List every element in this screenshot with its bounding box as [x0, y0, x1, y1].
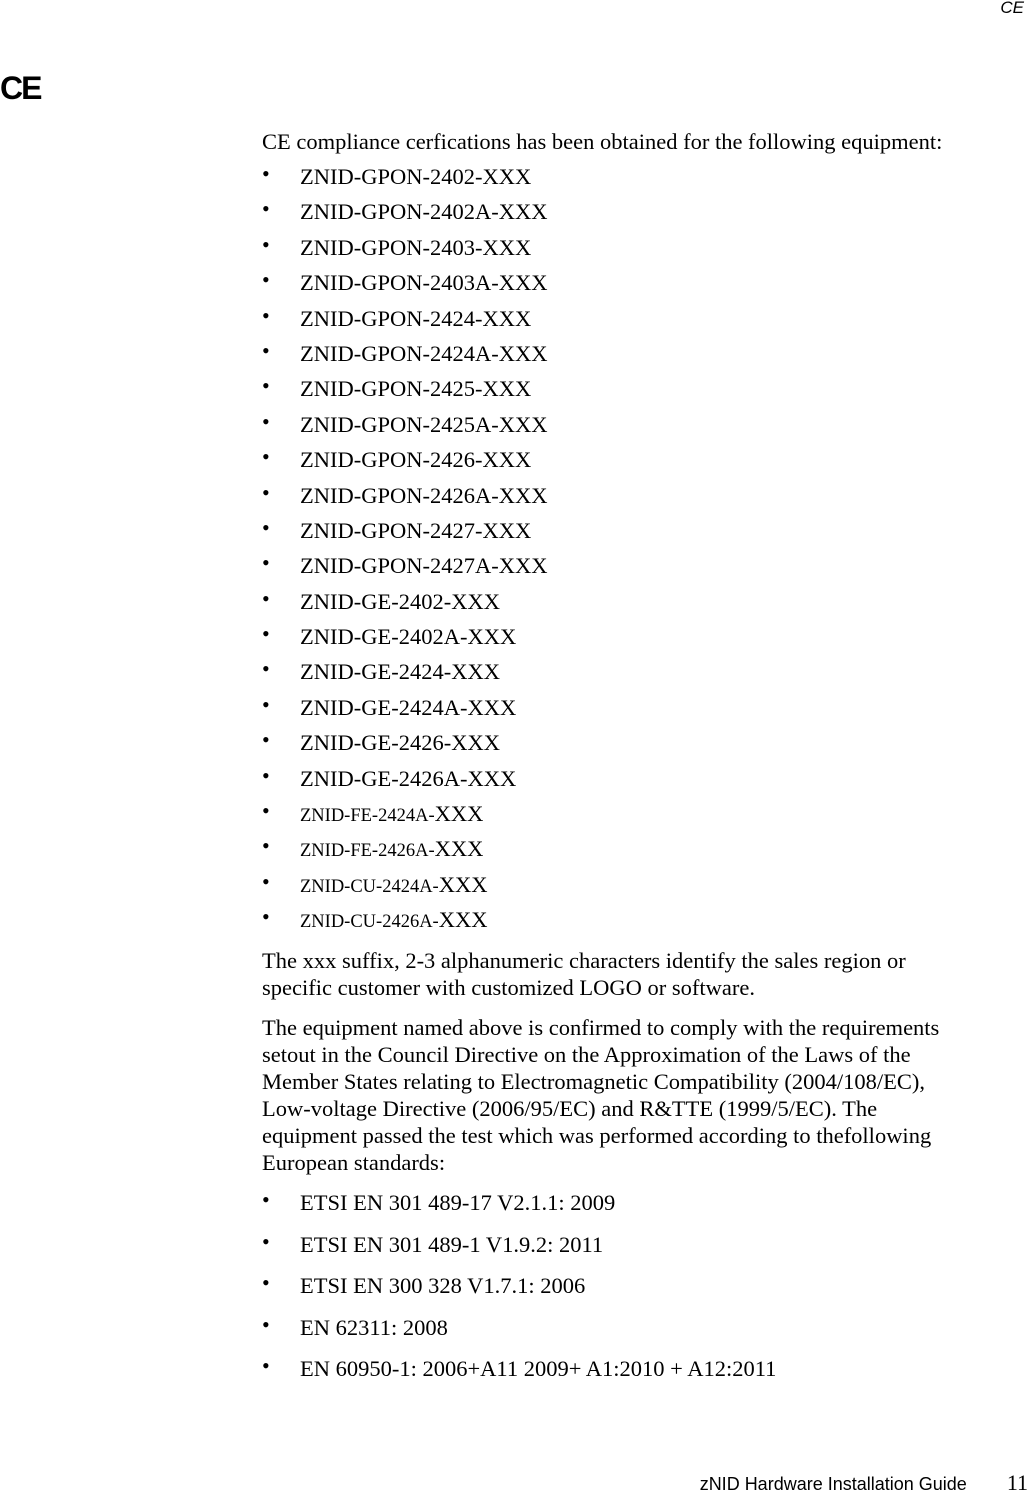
bullet-icon: •	[262, 1270, 270, 1296]
page-footer	[700, 1470, 1032, 1496]
bullet-icon: •	[262, 1187, 270, 1212]
bullet-icon: •	[262, 585, 270, 611]
bullet-icon: •	[262, 798, 270, 824]
bullet-icon: •	[262, 479, 270, 505]
equipment-model: ZNID-GE-2426A-XXX	[300, 765, 517, 791]
bullet-icon: •	[262, 408, 270, 434]
running-header: CE	[1000, 0, 1024, 17]
standard-name: ETSI EN 301 489-17 V2.1.1: 2009	[300, 1190, 616, 1215]
equipment-model-suffix: XXX	[438, 907, 488, 933]
bullet-icon: •	[262, 727, 270, 753]
bullet-icon: •	[262, 691, 270, 717]
equipment-model: ZNID-GPON-2403-XXX	[300, 234, 532, 260]
equipment-model-suffix: XXX	[434, 836, 484, 862]
bullet-icon: •	[262, 302, 270, 328]
bullet-icon: •	[262, 267, 270, 293]
equipment-model: ZNID-GPON-2426A-XXX	[300, 482, 548, 508]
equipment-model: ZNID-CU-2426A-XXX	[300, 907, 488, 933]
equipment-model: ZNID-GPON-2403A-XXX	[300, 270, 548, 296]
equipment-model: ZNID-GPON-2424-XXX	[300, 305, 532, 331]
standard-name: ETSI EN 300 328 V1.7.1: 2006	[300, 1273, 586, 1299]
footer-guide-title: zNID Hardware Installation Guide	[699, 1474, 967, 1494]
section-title: CE	[0, 70, 41, 106]
bullet-icon: •	[262, 868, 270, 894]
bullet-icon: •	[262, 196, 270, 222]
equipment-model: ZNID-GE-2402-XXX	[300, 588, 500, 614]
standard-name: EN 62311: 2008	[300, 1314, 448, 1340]
bullet-icon: •	[262, 1353, 270, 1379]
equipment-model: ZNID-GPON-2402-XXX	[300, 164, 532, 189]
intro-paragraph: CE compliance cerfications has been obtained for the following equipment:	[262, 129, 943, 154]
equipment-model: ZNID-FE-2426A-XXX	[300, 836, 484, 862]
bullet-icon: •	[262, 1311, 270, 1337]
equipment-model-suffix: XXX	[434, 801, 484, 827]
bullet-icon: •	[262, 444, 270, 470]
equipment-model: ZNID-GE-2426-XXX	[300, 730, 500, 756]
equipment-model: ZNID-GPON-2427-XXX	[300, 517, 532, 543]
equipment-model: ZNID-GPON-2425-XXX	[300, 376, 532, 402]
equipment-model: ZNID-GPON-2424A-XXX	[300, 340, 548, 366]
bullet-icon: •	[262, 621, 270, 647]
equipment-model: ZNID-GE-2402A-XXX	[300, 624, 517, 650]
bullet-icon: •	[262, 1228, 270, 1254]
equipment-model: ZNID-GE-2424-XXX	[300, 659, 500, 685]
equipment-model: ZNID-GE-2424A-XXX	[300, 694, 517, 720]
bullet-icon: •	[262, 514, 270, 540]
equipment-model: ZNID-FE-2424A-XXX	[300, 801, 484, 827]
equipment-model: ZNID-CU-2424A-XXX	[300, 871, 488, 897]
bullet-icon: •	[262, 762, 270, 788]
bullet-icon: •	[262, 550, 270, 576]
bullet-icon: •	[262, 904, 270, 930]
standard-name: ETSI EN 301 489-1 V1.9.2: 2011	[300, 1231, 604, 1257]
bullet-icon: •	[262, 161, 270, 186]
equipment-model: ZNID-GPON-2425A-XXX	[300, 411, 548, 437]
equipment-model: ZNID-GPON-2426-XXX	[300, 447, 532, 473]
bullet-icon: •	[262, 337, 270, 363]
page-number: 11	[1006, 1470, 1028, 1495]
equipment-model: ZNID-GPON-2427A-XXX	[300, 553, 548, 579]
suffix-note-paragraph: The xxx suffix, 2-3 alphanumeric characters identify the sales region or specific customer with customized LOGO or software.	[262, 948, 906, 1000]
equipment-model-suffix: XXX	[438, 871, 488, 897]
compliance-paragraph: The equipment named above is confirmed to comply with the requirements setout in the Council Directive on the Approximation of the Laws of the Member States relating to Electromagnetic Compatibility (2004/108/EC), Low-voltage Directive (2006/95/EC) and R&TTE (1999/5/EC). The equipment passed the test which was performed according to thefollowing European standards:	[262, 1015, 940, 1175]
bullet-icon: •	[262, 656, 270, 682]
equipment-model: ZNID-GPON-2402A-XXX	[300, 199, 548, 225]
bullet-icon: •	[262, 373, 270, 399]
bullet-icon: •	[262, 833, 270, 859]
bullet-icon: •	[262, 231, 270, 257]
standard-name: EN 60950-1: 2006+A11 2009+ A1:2010 + A12:2011	[300, 1356, 777, 1382]
